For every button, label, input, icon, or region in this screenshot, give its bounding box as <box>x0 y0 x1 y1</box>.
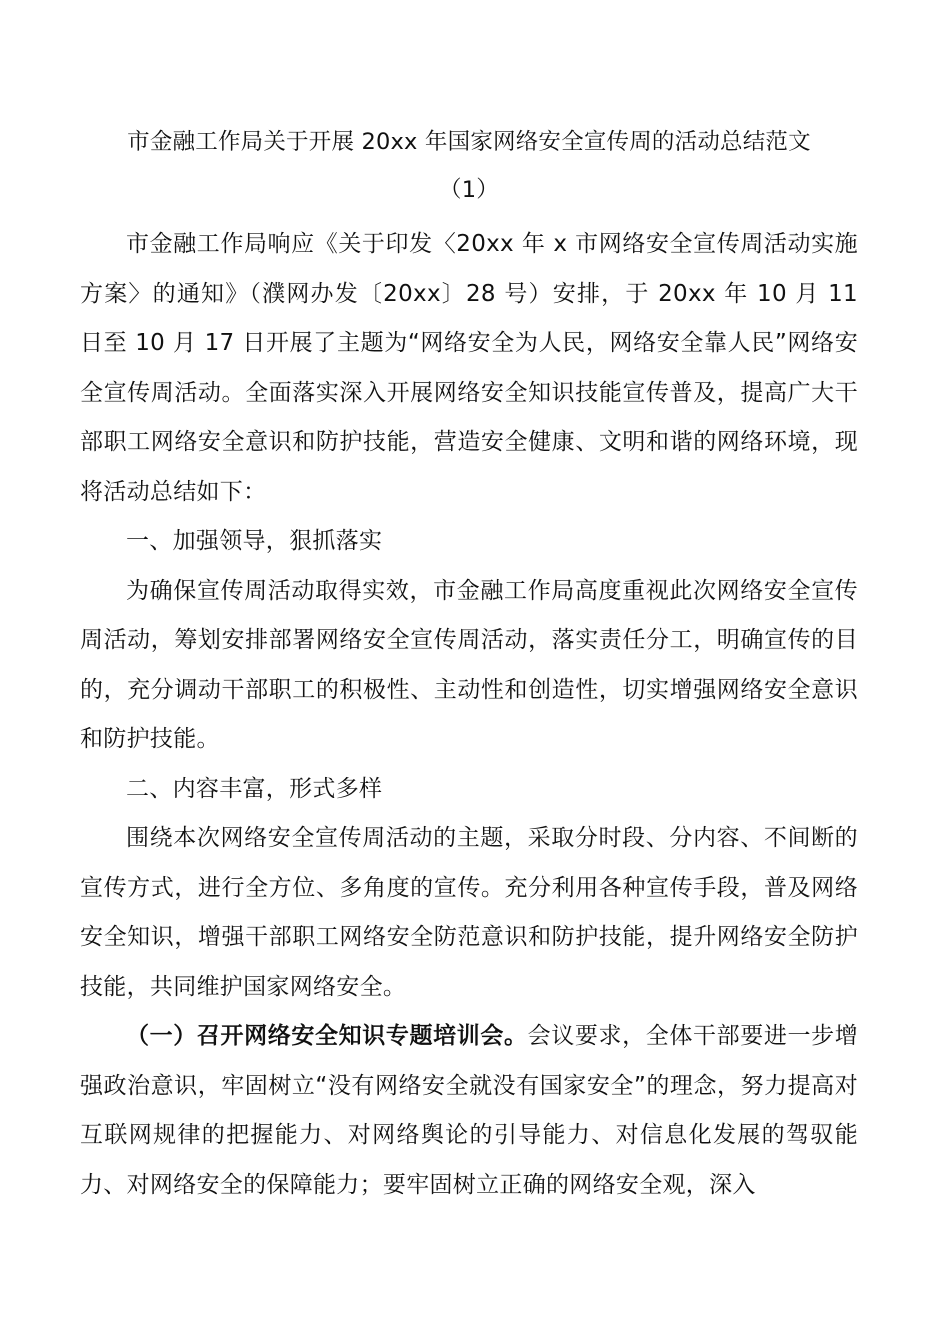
section-1-heading: 一、加强领导，狠抓落实 <box>126 528 383 554</box>
title-line-2: （1） <box>439 177 499 203</box>
title-line-1: 市金融工作局关于开展 20xx 年国家网络安全宣传周的活动总结范文 <box>127 129 811 155</box>
section-2-paragraph: 围绕本次网络安全宣传周活动的主题，采取分时段、分内容、不间断的宣传方式，进行全方位、多角度的宣传。充分利用各种宣传手段，普及网络安全知识，增强干部职工网络安全防范意识和防护技能，提升网络安全防护技能，共同维护国家网络安全。 <box>80 825 858 1000</box>
intro-paragraph: 市金融工作局响应《关于印发〈20xx 年 x 市网络安全宣传周活动实施方案〉的通知》（濮网办发〔20xx〕28 号）安排，于 20xx 年 10 月 11 日至 10 月 17 日开展了主题为“网络安全为人民，网络安全靠人民”网络安全宣传周活动。全面落实深入开展网络安全知识技能宣传普及，提高广大干部职工网络安全意识和防护技能，营造安全健康、文明和谐的网络环境，现将活动总结如下： <box>80 231 858 505</box>
document-body <box>80 118 858 1210</box>
item-1-lead: （一）召开网络安全知识专题培训会。 <box>126 1023 528 1049</box>
section-2-heading: 二、内容丰富，形式多样 <box>126 775 383 802</box>
item-1-paragraph <box>80 1012 858 1210</box>
item-1-body: 会议要求，全体干部要进一步增强政治意识，牢固树立“没有网络安全就没有国家安全”的理念，努力提高对互联网规律的把握能力、对网络舆论的引导能力、对信息化发展的驾驭能力、对网络安全的保障能力；要牢固树立正确的网络安全观，深入 <box>80 1023 858 1198</box>
section-1-paragraph: 为确保宣传周活动取得实效，市金融工作局高度重视此次网络安全宣传周活动，筹划安排部署网络安全宣传周活动，落实责任分工，明确宣传的目的，充分调动干部职工的积极性、主动性和创造性，切实增强网络安全意识和防护技能。 <box>80 577 858 752</box>
document-title <box>80 118 858 214</box>
